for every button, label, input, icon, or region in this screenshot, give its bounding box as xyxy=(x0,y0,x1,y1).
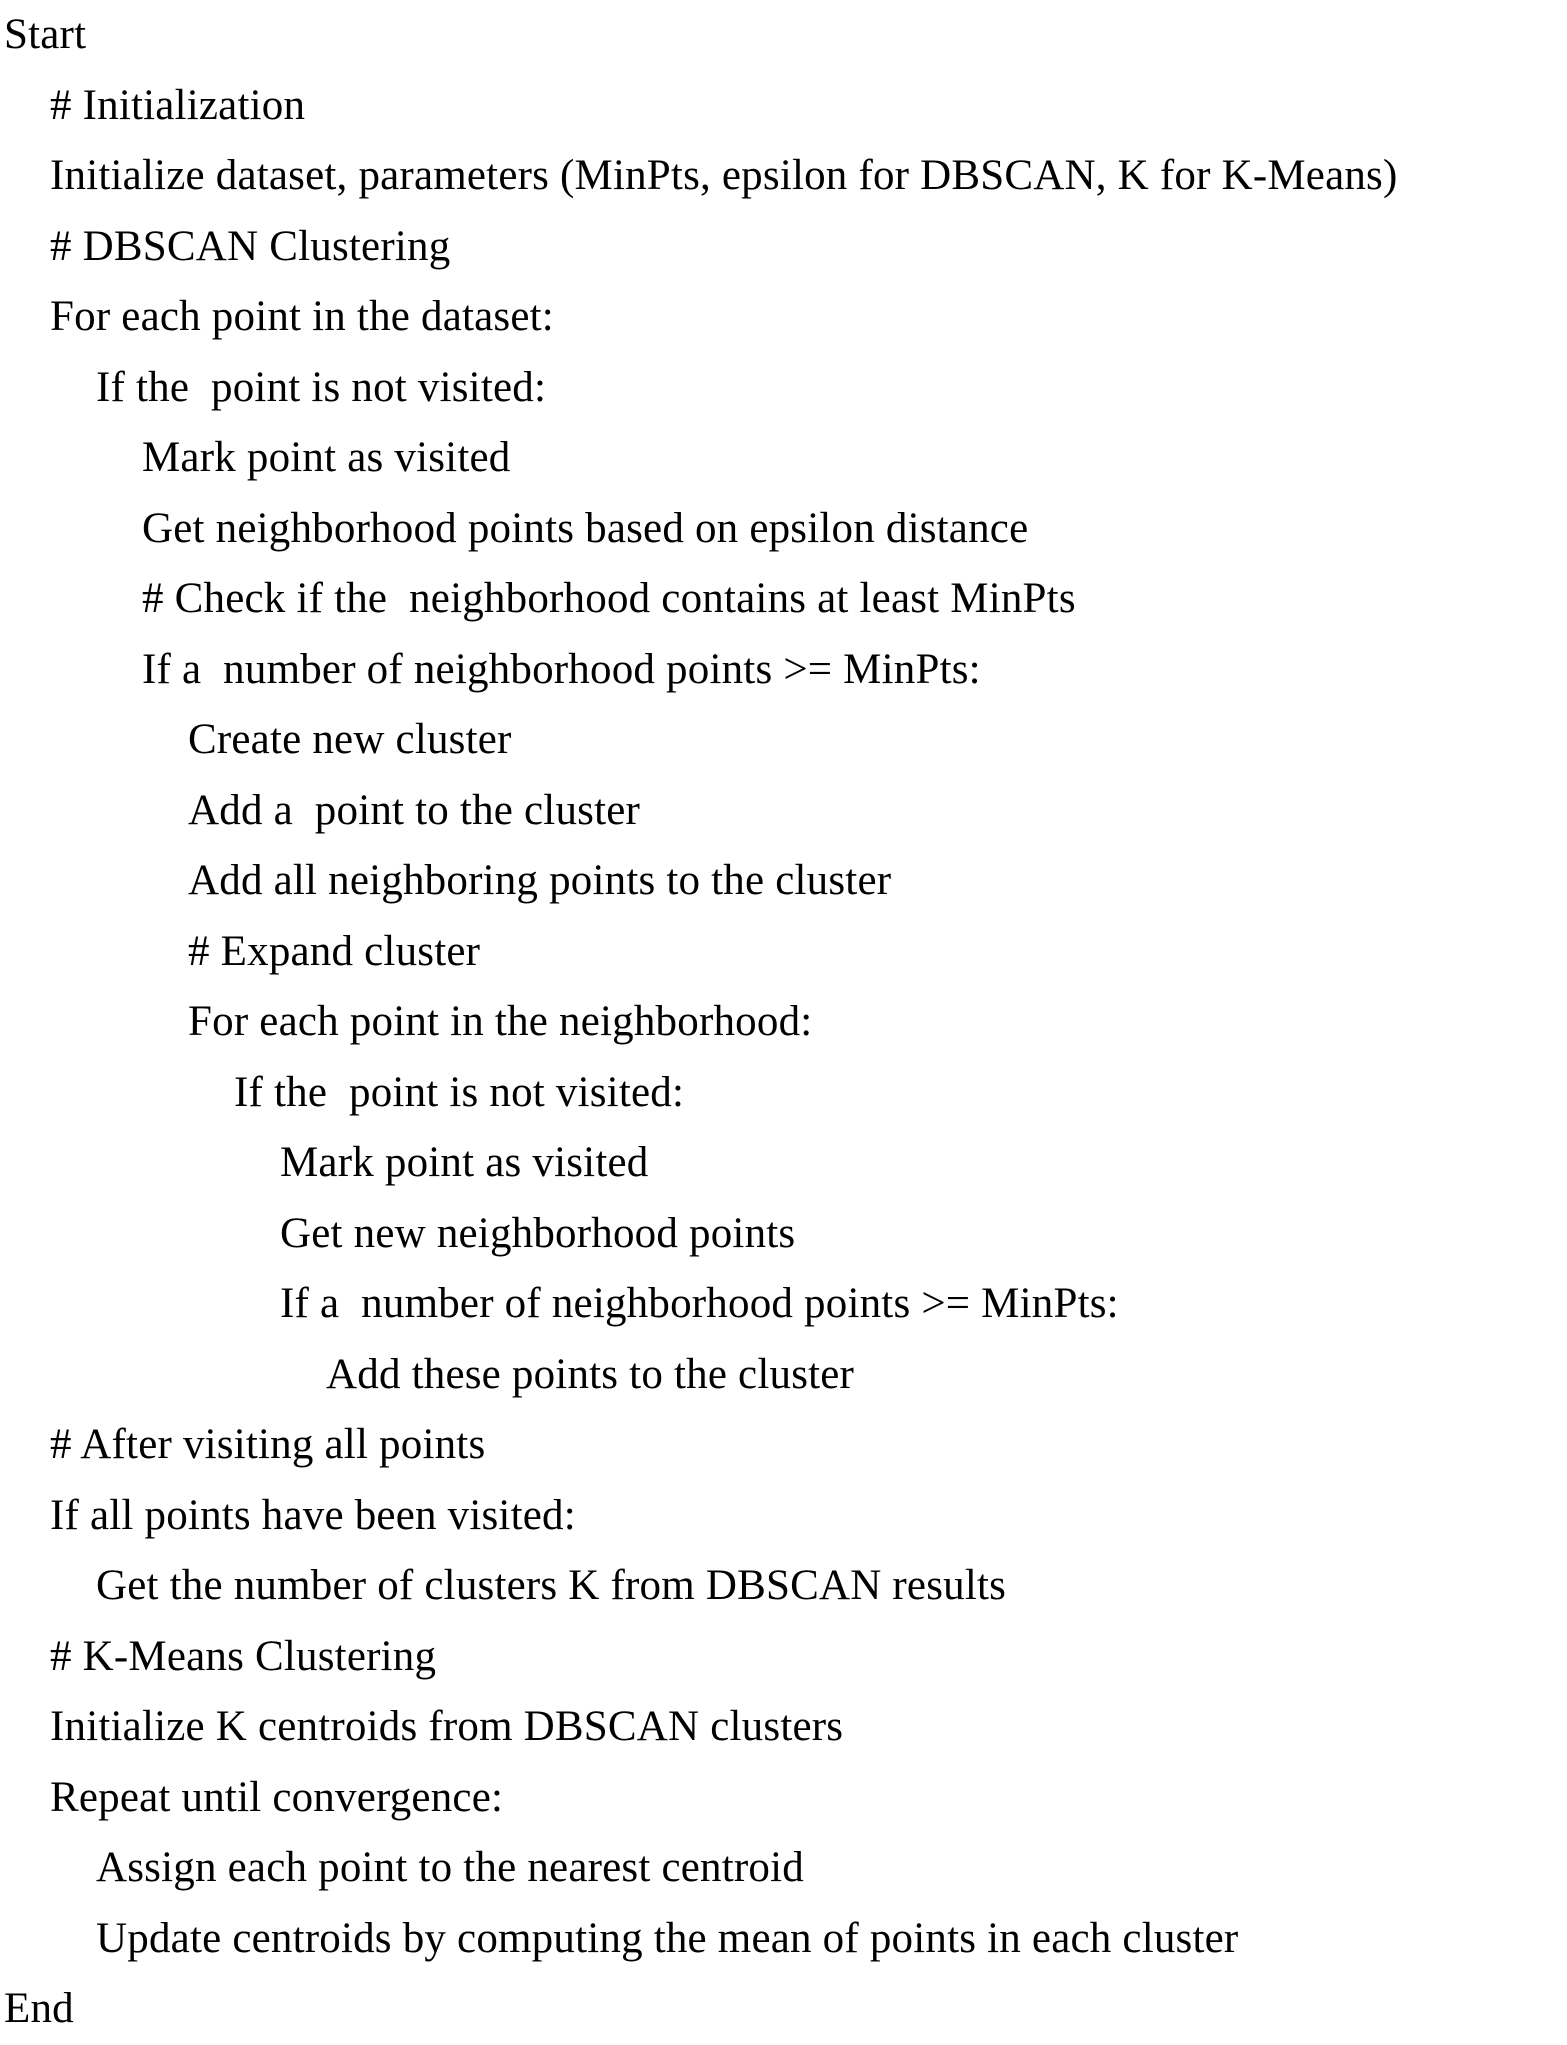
pseudocode-line: For each point in the neighborhood: xyxy=(188,998,813,1045)
pseudocode-line: Update centroids by computing the mean of points in each cluster xyxy=(96,1914,1239,1962)
pseudocode-line: End xyxy=(4,1985,74,2032)
pseudocode-line: Get new neighborhood points xyxy=(280,1209,796,1257)
pseudocode-line: If a number of neighborhood points >= MinPts: xyxy=(280,1280,1119,1327)
pseudocode-line: For each point in the dataset: xyxy=(50,293,554,340)
pseudocode-line: If the point is not visited: xyxy=(234,1068,685,1116)
pseudocode-line: # Expand cluster xyxy=(188,927,481,975)
pseudocode-line: # Initialization xyxy=(50,81,306,129)
pseudocode-line: Create new cluster xyxy=(188,716,512,763)
pseudocode-line: Add all neighboring points to the cluster xyxy=(188,857,892,904)
pseudocode-line: Add these points to the cluster xyxy=(326,1350,855,1398)
pseudocode-line: # DBSCAN Clustering xyxy=(50,222,451,270)
pseudocode-line: # Check if the neighborhood contains at least MinPts xyxy=(142,575,1076,622)
pseudocode-line: If the point is not visited: xyxy=(96,363,547,411)
pseudocode-line: Initialize dataset, parameters (MinPts, epsilon for DBSCAN, K for K-Means) xyxy=(50,152,1398,199)
pseudocode-line: Repeat until convergence: xyxy=(50,1773,504,1821)
pseudocode-line: If all points have been visited: xyxy=(50,1491,576,1539)
pseudocode-line: Assign each point to the nearest centroid xyxy=(96,1844,804,1891)
pseudocode-line: Get the number of clusters K from DBSCAN results xyxy=(96,1562,1007,1609)
pseudocode-line: Add a point to the cluster xyxy=(188,786,641,834)
pseudocode-line: Mark point as visited xyxy=(280,1139,649,1186)
pseudocode-line: Start xyxy=(4,11,87,58)
pseudocode-line: # K-Means Clustering xyxy=(50,1632,437,1680)
pseudocode-line: Mark point as visited xyxy=(142,434,511,481)
pseudocode-line: # After visiting all points xyxy=(50,1421,486,1468)
pseudocode-line: If a number of neighborhood points >= MinPts: xyxy=(142,645,981,693)
pseudocode-line: Initialize K centroids from DBSCAN clusters xyxy=(50,1703,844,1750)
pseudocode-line: Get neighborhood points based on epsilon distance xyxy=(142,504,1029,552)
